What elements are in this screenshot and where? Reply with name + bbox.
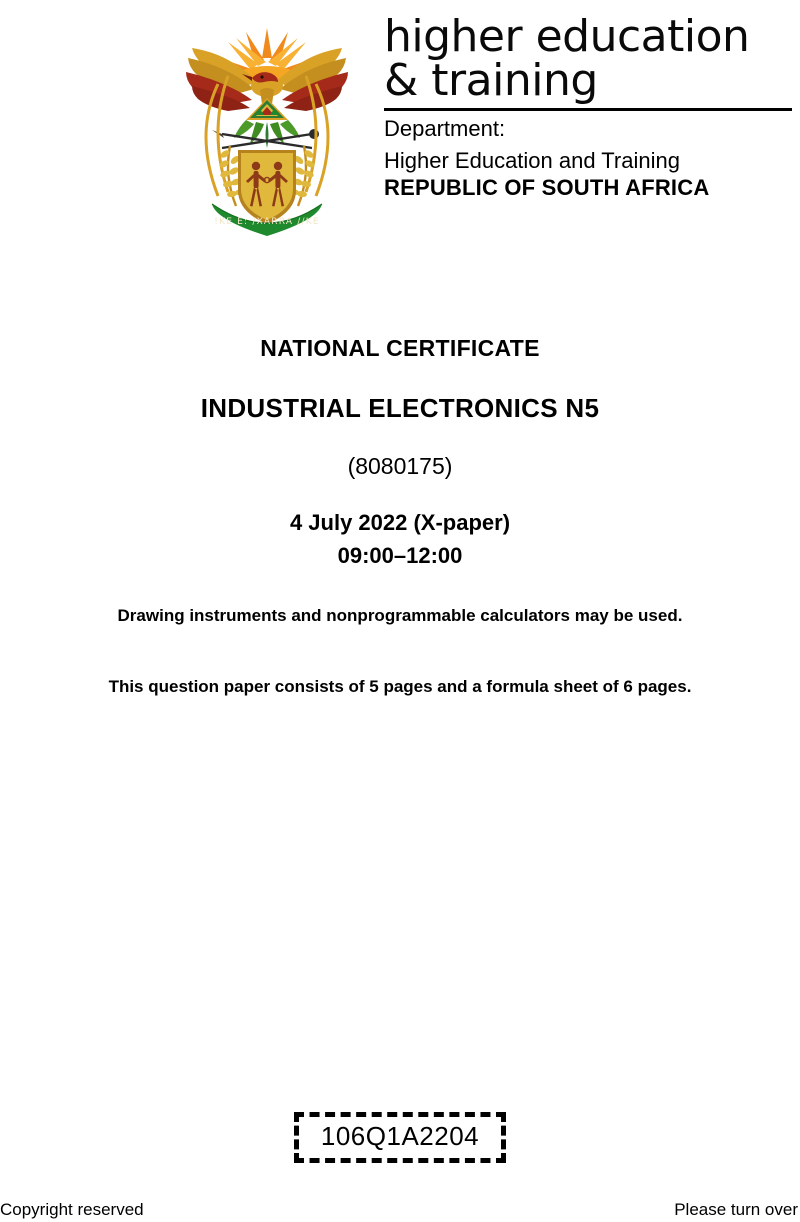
svg-text:!KE E: /XARRA //KE: !KE E: /XARRA //KE [214,217,320,227]
paper-code-box [294,1112,506,1163]
exam-title-block [0,335,800,569]
department-country: REPUBLIC OF SOUTH AFRICA [384,175,710,201]
letterhead [0,0,800,250]
brand-divider [384,108,792,111]
department-name: Higher Education and Training [384,148,680,174]
department-brand-block [384,11,796,201]
paper-code-stamp [0,1112,800,1163]
page-title: INDUSTRIAL ELECTRONICS N5 [200,392,600,423]
footer-turn-over: Please turn over [674,1200,798,1219]
south-africa-coat-of-arms-icon [178,14,356,246]
exam-notes [0,605,800,698]
footer-copyright: Copyright reserved [0,1200,144,1219]
page-footer [0,1199,800,1222]
brand-line-higher-education: higher education [384,11,750,62]
paper-code-value: 106Q1A2204 [320,1121,480,1151]
department-label: Department: [384,116,506,142]
note-instruments: Drawing instruments and nonprogrammable calculators may be used. [117,606,683,625]
exam-time: 09:00–12:00 [337,542,463,568]
brand-line-and-training: & training [384,55,598,107]
subject-code: (8080175) [347,452,453,479]
exam-date: 4 July 2022 (X-paper) [289,510,511,536]
note-page-count: This question paper consists of 5 pages and a formula sheet of 6 pages. [108,677,692,697]
certificate-type: NATIONAL CERTIFICATE [260,335,540,361]
